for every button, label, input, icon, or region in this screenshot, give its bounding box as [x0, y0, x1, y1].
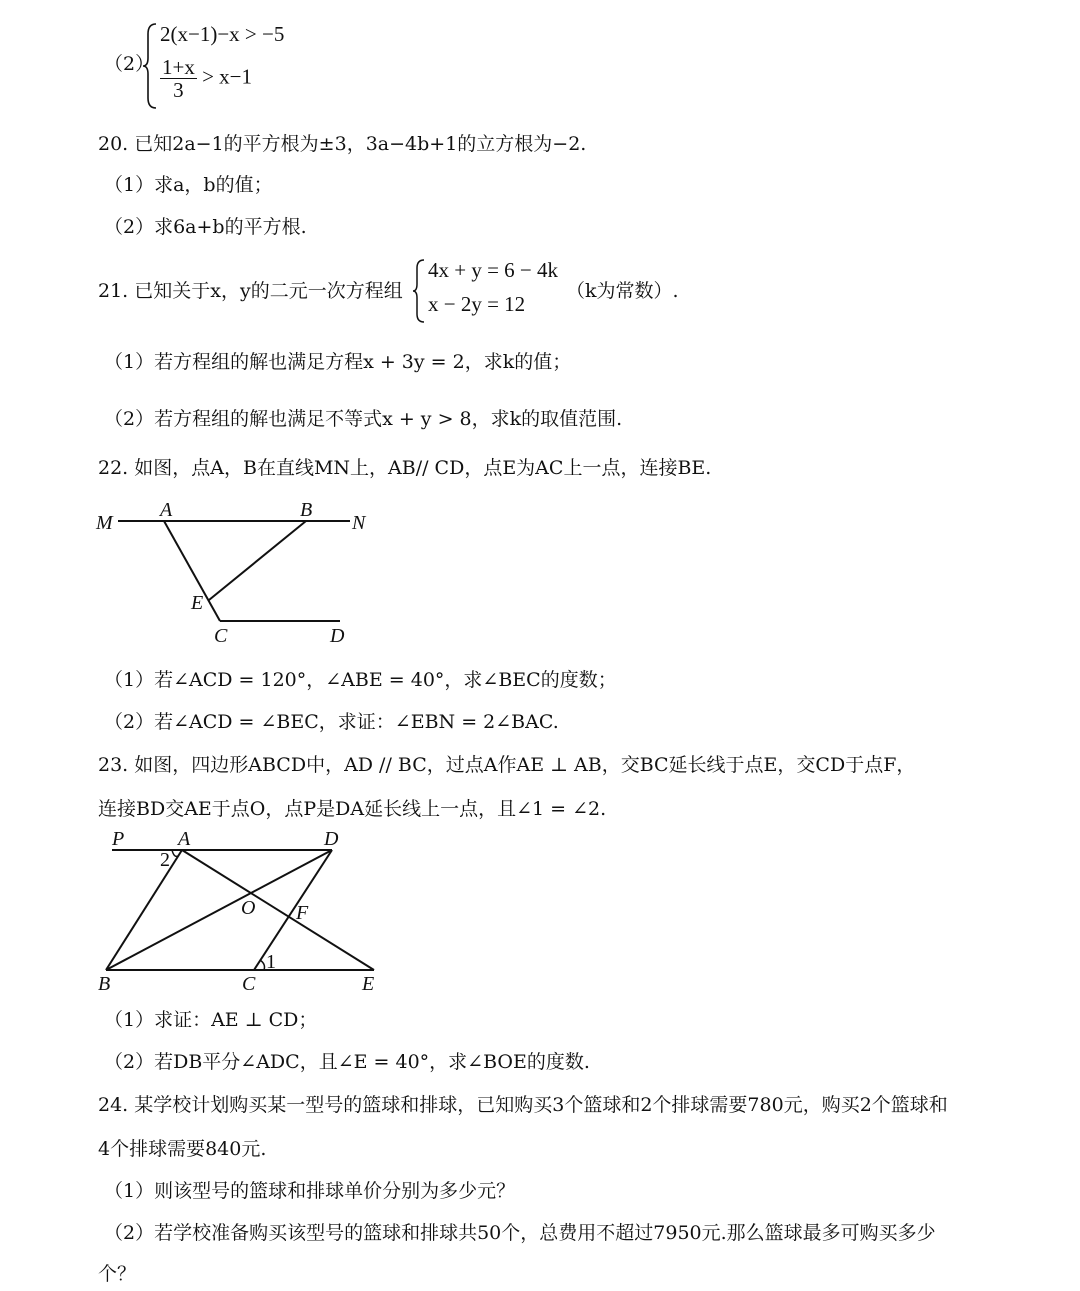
- q24-stem-line2: 4个排球需要840元.: [98, 1138, 267, 1160]
- segment-ae: [182, 850, 374, 970]
- label-o: O: [241, 897, 256, 919]
- q23-part2: （2）若DB平分∠ADC，且∠E = 40°，求∠BOE的度数.: [104, 1051, 590, 1073]
- q21-part1: （1）若方程组的解也满足方程x + 3y = 2，求k的值；: [104, 351, 572, 373]
- q21-equation-2: x − 2y = 12: [428, 292, 526, 316]
- q19-brace: [142, 22, 158, 110]
- q22-part1: （1）若∠ACD = 120°，∠ABE = 40°，求∠BEC的度数；: [104, 669, 617, 691]
- q21-equation-1: 4x + y = 6 − 4k: [428, 258, 559, 282]
- q21-part2: （2）若方程组的解也满足不等式x + y > 8，求k的取值范围.: [104, 408, 623, 430]
- q23-stem-line2: 连接BD交AE于点O，点P是DA延长线上一点，且∠1 = ∠2.: [98, 798, 607, 820]
- label-e: E: [362, 973, 375, 995]
- q19-inequality-2: [160, 56, 252, 101]
- label-c: C: [214, 625, 228, 647]
- label-e: E: [191, 592, 204, 614]
- q19-fraction-numerator: 1+x: [162, 55, 195, 79]
- q24-part2-line2: 个？: [98, 1263, 137, 1285]
- q23-figure: [96, 826, 386, 998]
- segment-be: [209, 521, 306, 600]
- q21-stem-post: （k为常数）.: [566, 280, 679, 302]
- label-m: M: [96, 512, 113, 534]
- label-1: 1: [266, 951, 276, 973]
- label-f: F: [296, 902, 309, 924]
- q24-part1: （1）则该型号的篮球和排球单价分别为多少元？: [104, 1180, 516, 1202]
- q19-fraction: [160, 56, 197, 101]
- label-n: N: [352, 512, 366, 534]
- q19-inequality-2-rest: > x−1: [202, 64, 253, 89]
- q19-fraction-denominator: 3: [173, 78, 184, 102]
- q22-stem: 22. 如图，点A，B在直线MN上，AB// CD，点E为AC上一点，连接BE.: [98, 457, 712, 479]
- q21-stem-pre: 21. 已知关于x，y的二元一次方程组: [98, 280, 403, 302]
- label-d: D: [330, 625, 345, 647]
- q19-part2-label: （2）: [104, 53, 155, 75]
- q23-stem-line1: 23. 如图，四边形ABCD中，AD // BC，过点A作AE ⊥ AB，交BC延长线于点E，交CD于点F，: [98, 754, 916, 776]
- label-c: C: [242, 973, 256, 995]
- q22-figure: [92, 496, 382, 648]
- q23-part1: （1）求证：AE ⊥ CD；: [104, 1009, 318, 1031]
- label-a: A: [160, 499, 173, 521]
- segment-ab: [106, 850, 182, 970]
- label-d: D: [324, 828, 339, 850]
- q24-part2-line1: （2）若学校准备购买该型号的篮球和排球共50个，总费用不超过7950元.那么篮球最多可购买多少: [104, 1222, 936, 1244]
- label-b: B: [300, 499, 313, 521]
- q19-inequality-1: 2(x−1)−x > −5: [160, 22, 285, 46]
- q20-part1: （1）求a，b的值；: [104, 174, 273, 196]
- q21-brace: [412, 258, 426, 324]
- label-b: B: [98, 973, 111, 995]
- label-2: 2: [160, 849, 170, 871]
- q20-stem: 20. 已知2a−1的平方根为±3，3a−4b+1的立方根为−2.: [98, 133, 587, 155]
- q20-part2: （2）求6a+b的平方根.: [104, 216, 307, 238]
- label-p: P: [112, 828, 125, 850]
- label-a: A: [178, 828, 191, 850]
- q22-part2: （2）若∠ACD = ∠BEC，求证：∠EBN = 2∠BAC.: [104, 711, 559, 733]
- q24-stem-line1: 24. 某学校计划购买某一型号的篮球和排球，已知购买3个篮球和2个排球需要780元，购买2个篮球和: [98, 1094, 948, 1116]
